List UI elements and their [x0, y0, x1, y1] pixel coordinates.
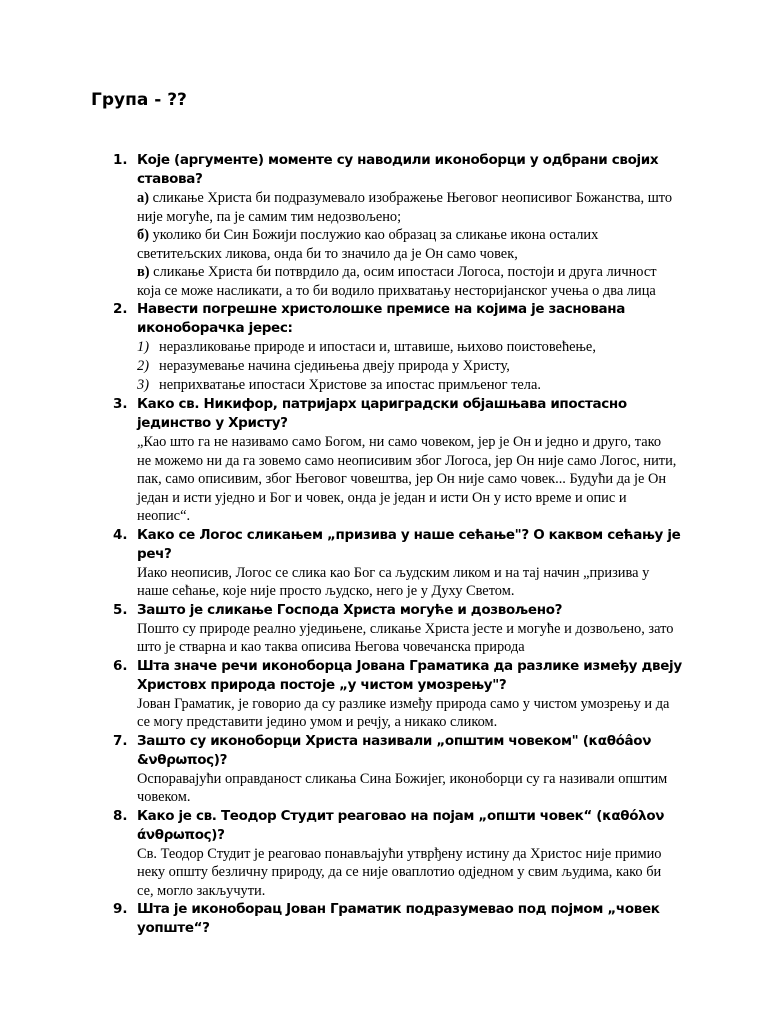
- sub-list-text: неразумевање начина сједињења двеју природа у Христу,: [159, 358, 510, 374]
- answer-part-marker: в): [137, 264, 150, 280]
- answer-text: Пошто су природе реално уједињене, сликање Христа јесте и могуће и дозвољено, зато што је стварна и као таква описива Његова човечанска природа: [137, 620, 674, 655]
- question-item: [0, 807, 768, 901]
- sub-list-item: [137, 357, 768, 376]
- question-item: [0, 151, 768, 300]
- answer-text: [137, 189, 677, 300]
- question-number: 3.: [113, 396, 128, 412]
- answer-part-text: уколико би Син Божији послужио као образац за сликање икона осталих светитељских ликова, онда би то значило да је Он само човек,: [137, 227, 599, 262]
- question-text: Које (аргументе) моменте су наводили иконоборци у одбрани својих ставова?: [137, 152, 659, 187]
- sub-list-item: [137, 376, 768, 395]
- question-text: Шта је иконоборац Јован Граматик подразумевао под појмом „човек уопште“?: [137, 901, 660, 936]
- question-text: Навести погрешне христолошке премисе на којима је заснована иконоборачка јерес:: [137, 301, 626, 336]
- question-item: [0, 601, 768, 657]
- question-text: Како је св. Теодор Студит реаговао на појам „општи човек“ (καθόλον άνθρωπος)?: [137, 807, 665, 843]
- question-item: [0, 300, 768, 395]
- answer-part-text: сликање Христа би потврдило да, осим ипостаси Логоса, постоји и друга личност која се може насликати, а то би водило прихватању несторијанског учења о два лица: [137, 264, 657, 299]
- answer-text: Јован Граматик, је говорио да су разлике између природа само у чистом умозрењу и да се могу представити једино умом и речју, а никако сликом.: [137, 695, 670, 730]
- question-item: [0, 395, 768, 526]
- question-text: Зашто је сликање Господа Христа могуће и дозвољено?: [137, 601, 563, 618]
- question-number: 4.: [113, 526, 128, 543]
- sub-list-number: 3): [137, 377, 149, 393]
- question-number: 8.: [113, 807, 128, 824]
- document-title: Група - ??: [91, 90, 187, 110]
- sub-list-number: 2): [137, 358, 149, 374]
- answer-text: „Као што га не називамо само Богом, ни само човеком, јер је Он и једно и друго, тако не можемо ни да га зовемо само неописивим због Логоса, јер Он није само Логос, нити, пак, само описивим, због Његовог човештва, јер Он није само човек... Будући да је Он један и исти уједно и Бог и човек, онда је један и исти Он у исто време и опис и неопис“.: [137, 434, 677, 524]
- answer-part-marker: б): [137, 227, 149, 243]
- question-list: [0, 151, 768, 938]
- question-item: [0, 657, 768, 732]
- question-text: Зашто су иконоборци Христа називали „општим човеком" (καθόâον &νθρωπος)?: [137, 732, 652, 768]
- question-text: Како св. Никифор, патријарх цариградски објашњава ипостасно јединство у Христу?: [137, 396, 627, 431]
- question-number: 1.: [113, 152, 128, 168]
- question-number: 2.: [113, 301, 128, 317]
- sub-list-number: 1): [137, 339, 149, 355]
- answer-text: Св. Теодор Студит је реаговао понављајући утврђену истину да Христос није примио неку општу безличну природу, да се није оваплотио одједном у свим људима, како би се, могло закључути.: [137, 845, 662, 899]
- question-item: [0, 526, 768, 601]
- sub-list-text: неразликовање природе и ипостаси и, штавише, њихово поистовећење,: [159, 339, 596, 355]
- question-number: 6.: [113, 657, 128, 674]
- question-number: 7.: [113, 732, 128, 749]
- sub-list-text: неприхватање ипостаси Христове за ипостас примљеног тела.: [159, 377, 541, 393]
- answer-text: Иако неописив, Логос се слика као Бог са људским ликом и на тај начин „призива у наше сећање, које није просто људско, него је у Духу Светом.: [137, 564, 650, 599]
- sub-list-item: [137, 338, 768, 357]
- question-number: 9.: [113, 901, 128, 917]
- question-number: 5.: [113, 601, 128, 618]
- answer-part-marker: а): [137, 190, 149, 206]
- question-text: Шта значе речи иконоборца Јована Граматика да разлике између двеју Христовх природа постоје „у чистом умозрењу"?: [137, 657, 682, 693]
- answer-text: Оспоравајући оправданост сликања Сина Божијег, иконоборци су га називали општим човеком.: [137, 770, 668, 805]
- question-text: Како се Логос сликањем „призива у наше сећање"? О каквом сећању је реч?: [137, 526, 681, 562]
- question-item: [0, 900, 768, 938]
- answer-part-text: сликање Христа би подразумевало изображење Његовог неописивог Божанства, што није могуће, па је самим тим недозвољено;: [137, 190, 673, 225]
- question-item: [0, 732, 768, 807]
